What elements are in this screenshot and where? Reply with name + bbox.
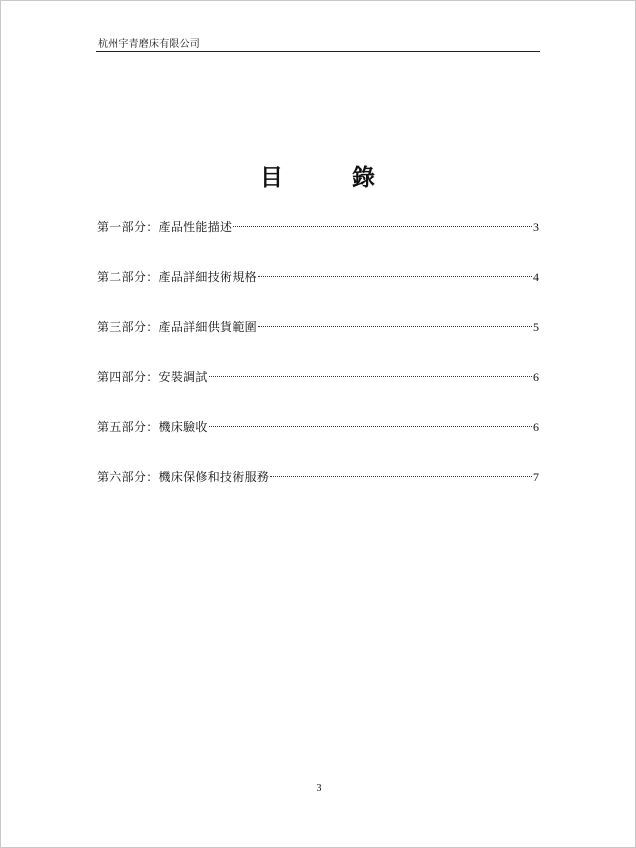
toc-entry-page: 7: [533, 470, 539, 484]
toc-entry-part-6[interactable]: [97, 469, 539, 519]
toc-entry-title: 機床保修和技術服務: [158, 470, 270, 484]
toc-title-char-1: 目: [260, 164, 283, 191]
toc-entry-label: [97, 319, 257, 335]
toc-entry-part: 第四部分：: [97, 370, 159, 384]
toc-list: [97, 219, 539, 519]
toc-entry-label: [97, 419, 208, 435]
toc-title: [1, 163, 636, 193]
toc-entry-part: 第六部分：: [97, 470, 159, 484]
toc-title-char-2: 錄: [352, 164, 375, 191]
toc-entry-page: 5: [533, 320, 539, 334]
toc-entry-page: 6: [533, 420, 539, 434]
toc-entry-title: 產品詳細供貨範圍: [158, 320, 257, 334]
toc-entry-label: [97, 219, 232, 235]
toc-entry-title: 安裝調試: [158, 370, 208, 384]
toc-dot-leader: [209, 376, 532, 377]
toc-entry-title: 產品詳細技術規格: [158, 270, 257, 284]
toc-entry-part-4[interactable]: [97, 369, 539, 419]
toc-entry-label: [97, 269, 257, 285]
toc-entry-part-3[interactable]: [97, 319, 539, 369]
toc-entry-part: 第一部分：: [97, 220, 159, 234]
toc-dot-leader: [233, 226, 532, 227]
toc-entry-title: 產品性能描述: [158, 220, 233, 234]
toc-dot-leader: [270, 476, 532, 477]
toc-entry-page: 4: [533, 270, 539, 284]
toc-entry-page: 6: [533, 370, 539, 384]
toc-entry-part: 第三部分：: [97, 320, 159, 334]
toc-entry-label: [97, 469, 269, 485]
toc-entry-part: 第二部分：: [97, 270, 159, 284]
header-rule: [96, 51, 540, 52]
toc-entry-part: 第五部分：: [97, 420, 159, 434]
toc-dot-leader: [258, 326, 532, 327]
header-company-name: 杭州宇青磨床有限公司: [98, 39, 200, 50]
toc-dot-leader: [209, 426, 532, 427]
toc-entry-part-5[interactable]: [97, 419, 539, 469]
toc-entry-page: 3: [533, 220, 539, 234]
toc-entry-part-1[interactable]: [97, 219, 539, 269]
toc-entry-title: 機床驗收: [158, 420, 208, 434]
footer-page-number: 3: [316, 783, 322, 794]
toc-entry-label: [97, 369, 208, 385]
toc-entry-part-2[interactable]: [97, 269, 539, 319]
toc-dot-leader: [258, 276, 532, 277]
